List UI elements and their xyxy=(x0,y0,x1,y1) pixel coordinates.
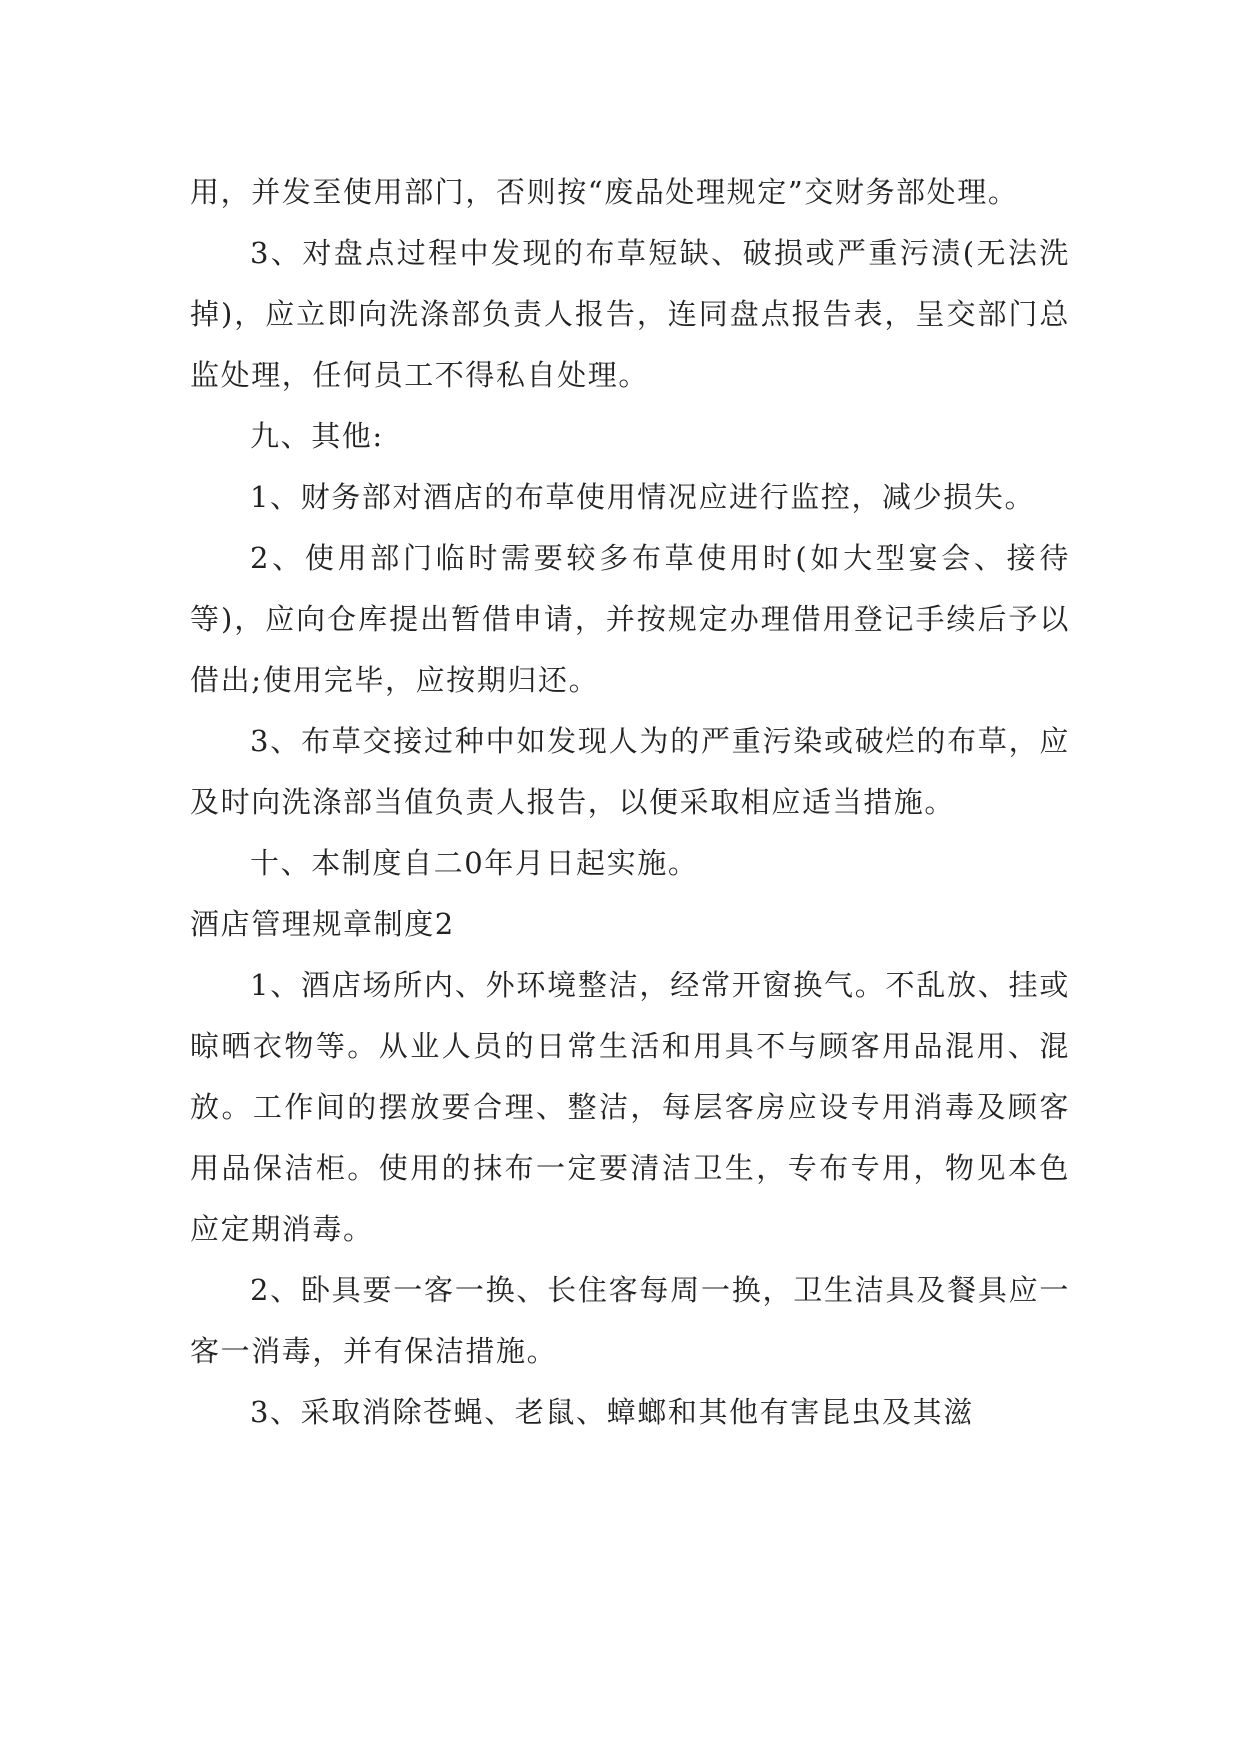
paragraph-pest-control: 3、采取消除苍蝇、老鼠、蟑螂和其他有害昆虫及其滋 xyxy=(250,1395,974,1429)
section-heading-other: 九、其他: xyxy=(250,419,384,453)
paragraph-continuation: 用，并发至使用部门，否则按“废品处理规定”交财务部处理。 xyxy=(190,175,1019,209)
paragraph-finance-monitoring: 1、财务部对酒店的布草使用情况应进行监控，减少损失。 xyxy=(250,480,1036,514)
paragraph-inventory-damage: 3、对盘点过程中发现的布草短缺、破损或严重污渍(无法洗掉)，应立即向洗涤部负责人报告，连同盘点报告表，呈交部门总监处理，任何员工不得私自处理。 xyxy=(190,236,1070,392)
paragraph-temporary-borrowing: 2、使用部门临时需要较多布草使用时(如大型宴会、接待等)，应向仓库提出暂借申请，并按规定办理借用登记手续后予以借出;使用完毕，应按期归还。 xyxy=(190,541,1070,697)
paragraph-environment-cleanliness: 1、酒店场所内、外环境整洁，经常开窗换气。不乱放、挂或晾晒衣物等。从业人员的日常生活和用具不与顾客用品混用、混放。工作间的摆放要合理、整洁，每层客房应设专用消毒及顾客用品保洁柜。使用的抹布一定要清洁卫生，专布专用，物见本色应定期消毒。 xyxy=(190,968,1070,1246)
paragraph-handover-damage: 3、布草交接过种中如发现人为的严重污染或破烂的布草，应及时向洗涤部当值负责人报告，以便采取相应适当措施。 xyxy=(190,724,1070,819)
document-title-2: 酒店管理规章制度2 xyxy=(190,907,455,941)
paragraph-bedding-change: 2、卧具要一客一换、长住客每周一换，卫生洁具及餐具应一客一消毒，并有保洁措施。 xyxy=(190,1273,1070,1368)
document-body xyxy=(190,162,1070,1443)
paragraph-effective-date: 十、本制度自二0年月日起实施。 xyxy=(250,846,699,880)
